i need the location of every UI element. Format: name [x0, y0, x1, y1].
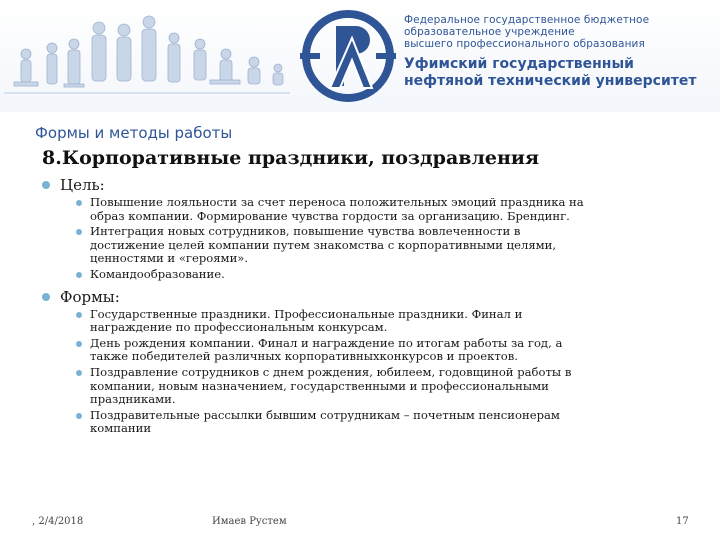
item-line: Повышение лояльности за счет переноса положительных эмоций праздника на [90, 195, 584, 209]
item-line: День рождения компании. Финал и награждение по итогам работы за год, а [90, 335, 563, 350]
list-item [30, 366, 700, 407]
university-name [404, 56, 718, 90]
item-line: Поздравление сотрудников с днем рождения, юбилеем, годовщиной работы в [90, 364, 572, 379]
list-item [30, 196, 700, 223]
list-item [30, 225, 700, 266]
section-goal [30, 176, 700, 194]
university-emblem [300, 8, 396, 104]
bullet-icon [76, 229, 82, 235]
people-silhouettes-illustration [4, 8, 290, 106]
item-line: ценностями и «героями». [90, 251, 249, 266]
item-line: награждение по профессиональным конкурсам. [90, 320, 388, 335]
footer-author: Имаев Рустем [212, 516, 287, 527]
item-line: компании [90, 421, 152, 436]
bullet-icon [76, 272, 82, 278]
item-line: Поздравительные рассылки бывшим сотрудникам – почетным пенсионерам [90, 407, 560, 422]
list-item [30, 409, 700, 436]
item-line: Командообразование. [90, 266, 225, 281]
slide-content [30, 174, 700, 438]
bullet-icon [76, 312, 82, 318]
item-line: достижение целей компании путем знакомства с корпоративными целями, [90, 237, 557, 252]
section-label: Цель: [60, 176, 105, 194]
footer-date: , 2/4/2018 [32, 516, 84, 527]
bullet-icon [76, 413, 82, 419]
item-line: Государственные праздники. Профессиональные праздники. Финал и [90, 306, 523, 321]
list-item [30, 337, 700, 364]
bullet-icon [76, 341, 82, 347]
item-line: также победителей различных корпоративныхконкурсов и проектов. [90, 349, 518, 364]
item-line: образ компании. Формирование чувства гордости за организацию. Брендинг. [90, 208, 570, 223]
fed-line: высшего профессионального образования [404, 38, 645, 50]
item-line: праздниками. [90, 392, 176, 407]
fed-line: Федеральное государственное бюджетное [404, 14, 650, 26]
slide-title: 8.Корпоративные праздники, поздравления [42, 147, 539, 169]
page-number: 17 [676, 516, 689, 527]
uni-line: нефтяной технический университет [404, 73, 697, 89]
federal-institution-text [404, 14, 714, 50]
bullet-icon [42, 293, 50, 301]
item-line: компании, новым назначением, государственными и профессиональными [90, 378, 549, 393]
section-label: Формы: [60, 287, 120, 306]
list-item [30, 308, 700, 335]
bullet-icon [76, 370, 82, 376]
section-forms [30, 288, 700, 306]
slide-subtitle: Формы и методы работы [35, 124, 233, 142]
fed-line: образовательное учреждение [404, 26, 575, 38]
item-line: Интеграция новых сотрудников, повышение чувства вовлеченности в [90, 224, 521, 239]
uni-line: Уфимский государственный [404, 56, 634, 72]
list-item [30, 268, 700, 282]
bullet-icon [42, 181, 50, 189]
bullet-icon [76, 200, 82, 206]
header-banner [0, 0, 720, 112]
